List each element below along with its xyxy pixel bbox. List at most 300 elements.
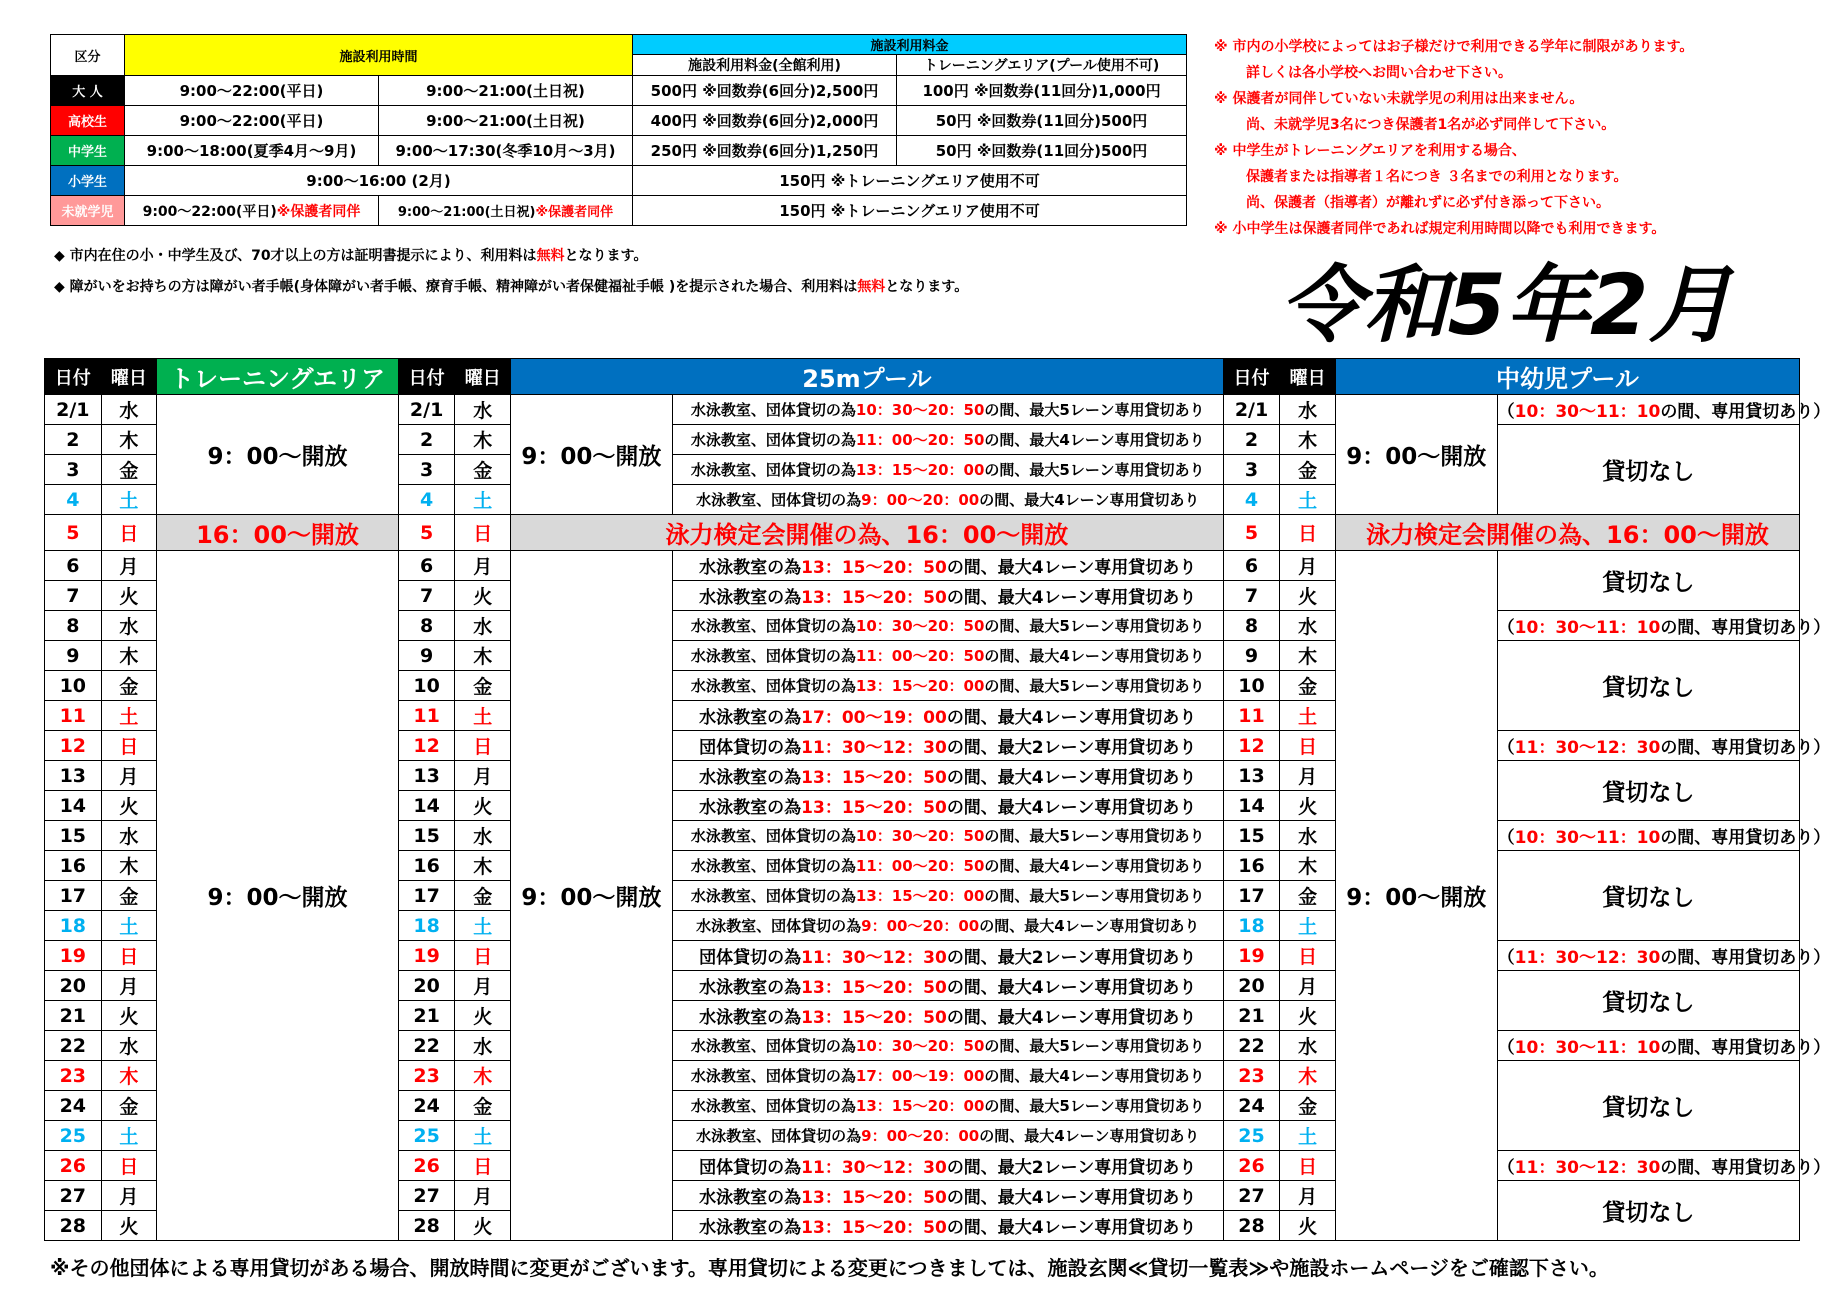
weekday-cell: 日 (455, 941, 511, 971)
fee-header: 施設利用料金 (633, 35, 1187, 55)
pool-reservation-prefix: 水泳教室、団体貸切の為 (696, 917, 862, 935)
date-cell: 23 (1223, 1061, 1280, 1091)
pool-reservation-suffix: の間、最大5レーン専用貸切あり (984, 1037, 1205, 1055)
pool-reservation-suffix: の間、最大4レーン専用貸切あり (984, 647, 1205, 665)
pool-reservation-prefix: 水泳教室、団体貸切の為 (690, 677, 856, 695)
weekday-cell: 水 (101, 1031, 157, 1061)
kids-reservation-pre: （ (1497, 402, 1515, 422)
weekday-cell: 月 (455, 1181, 511, 1211)
date-cell: 16 (45, 851, 102, 881)
weekday-cell: 土 (1280, 911, 1336, 941)
pool-reservation-suffix: の間、最大4レーン専用貸切あり (946, 768, 1197, 788)
weekday-cell: 日 (455, 1151, 511, 1181)
date-cell: 15 (398, 821, 455, 851)
weekday-cell: 水 (1280, 395, 1336, 425)
pool-reservation-time: 13：15～20：00 (855, 461, 985, 479)
weekday-cell: 木 (455, 851, 511, 881)
weekday-cell: 木 (1280, 425, 1336, 455)
date-cell: 12 (1223, 731, 1280, 761)
pool-reservation-suffix: の間、最大4レーン専用貸切あり (979, 1127, 1200, 1145)
date-cell: 10 (398, 671, 455, 701)
pool-reservation (672, 551, 1223, 581)
usage-note: ※ 中学生がトレーニングエリアを利用する場合、 (1214, 143, 1526, 159)
date-cell: 14 (398, 791, 455, 821)
kids-reservation-post: の間、専用貸切あり） (1660, 1038, 1831, 1058)
date-cell: 9 (1223, 641, 1280, 671)
weekday-cell: 木 (455, 641, 511, 671)
date-cell: 14 (1223, 791, 1280, 821)
date-cell: 8 (398, 611, 455, 641)
pool-open: 9：00～開放 (511, 551, 673, 1241)
date-cell: 24 (398, 1091, 455, 1121)
weekday-cell: 火 (1280, 791, 1336, 821)
weekday-cell: 金 (1280, 455, 1336, 485)
date-cell: 28 (398, 1211, 455, 1241)
kids-reservation-pre: （ (1497, 948, 1515, 968)
kids-reservation-red: 11：30～12：30 (1514, 948, 1661, 968)
pool-reservation-prefix: 団体貸切の為 (699, 738, 802, 758)
pool-reservation-suffix: の間、最大2レーン専用貸切あり (946, 948, 1197, 968)
pool-reservation-prefix: 水泳教室の為 (699, 978, 802, 998)
day-header: 曜日 (1280, 359, 1336, 395)
date-cell: 21 (45, 1001, 102, 1031)
day-header: 曜日 (101, 359, 157, 395)
weekday-cell: 金 (455, 881, 511, 911)
pool-reservation-time: 13：15～20：00 (855, 1097, 985, 1115)
pool-reservation-prefix: 水泳教室、団体貸切の為 (690, 857, 856, 875)
weekday-cell: 水 (101, 611, 157, 641)
pool-reservation (672, 881, 1223, 911)
weekday-cell: 月 (1280, 551, 1336, 581)
pool-reservation-prefix: 水泳教室、団体貸切の為 (690, 647, 856, 665)
kids-reservation (1497, 1151, 1831, 1181)
pool-reservation-prefix: 水泳教室の為 (699, 798, 802, 818)
date-cell: 18 (398, 911, 455, 941)
pool-reservation-suffix: の間、最大2レーン専用貸切あり (946, 1158, 1197, 1178)
date-cell: 17 (45, 881, 102, 911)
full-fee: 250円 ※回数券(6回分)1,250円 (633, 136, 897, 166)
kids-no-reservation: 貸切なし (1497, 641, 1799, 731)
pool-reservation-suffix: の間、最大4レーン専用貸切あり (946, 798, 1197, 818)
date-cell: 25 (45, 1121, 102, 1151)
pool-reservation-suffix: の間、最大5レーン専用貸切あり (984, 887, 1205, 905)
kids-pool-header: 中幼児プール (1335, 359, 1799, 395)
date-cell: 6 (398, 551, 455, 581)
date-cell: 18 (1223, 911, 1280, 941)
kids-reservation (1497, 821, 1831, 851)
kids-reservation-red: 10：30～11：10 (1514, 618, 1661, 638)
pool-reservation-time: 13：15～20：50 (801, 768, 947, 788)
pool-reservation-suffix: の間、最大5レーン専用貸切あり (984, 461, 1205, 479)
weekend-hours: 9:00～21:00(土日祝) (379, 106, 633, 136)
weekday-cell: 水 (1280, 611, 1336, 641)
day-header: 曜日 (455, 359, 511, 395)
weekday-cell: 月 (101, 1181, 157, 1211)
pool-reservation-suffix: の間、最大4レーン専用貸切あり (984, 857, 1205, 875)
date-cell: 19 (1223, 941, 1280, 971)
kids-reservation-red: 11：30～12：30 (1514, 1158, 1661, 1178)
kids-reservation (1497, 611, 1831, 641)
pool-reservation (672, 701, 1223, 731)
pool-reservation-time: 11：00～20：50 (855, 647, 985, 665)
pool-reservation-suffix: の間、最大4レーン専用貸切あり (984, 1067, 1205, 1085)
kids-open: 9：00～開放 (1335, 395, 1497, 515)
weekday-cell: 月 (101, 551, 157, 581)
fee-notes (54, 244, 968, 303)
pool-reservation-time: 11：30～12：30 (801, 738, 947, 758)
fee-row-middle (51, 136, 1187, 166)
date-cell: 22 (45, 1031, 102, 1061)
weekday-cell: 火 (455, 1211, 511, 1241)
weekend-hours: 9:00～17:30(冬季10月～3月) (379, 136, 633, 166)
pool-reservation-time: 13：15～20：00 (855, 887, 985, 905)
pool-reservation (672, 851, 1223, 881)
weekday-cell: 月 (1280, 761, 1336, 791)
fee-row-adult (51, 76, 1187, 106)
pool-reservation-prefix: 水泳教室、団体貸切の為 (690, 1037, 856, 1055)
date-cell: 7 (398, 581, 455, 611)
date-cell: 21 (1223, 1001, 1280, 1031)
date-cell: 7 (1223, 581, 1280, 611)
date-cell: 5 (398, 515, 455, 551)
preschool-fee: 150円 ※トレーニングエリア使用不可 (633, 196, 1187, 226)
kids-event: 泳力検定会開催の為、16：00～開放 (1335, 515, 1799, 551)
weekday-cell: 火 (455, 581, 511, 611)
pool-reservation-prefix: 水泳教室、団体貸切の為 (690, 401, 856, 419)
pool-reservation-time: 13：15～20：50 (801, 1188, 947, 1208)
pool-reservation-prefix: 水泳教室、団体貸切の為 (696, 491, 862, 509)
date-cell: 23 (45, 1061, 102, 1091)
fee-row-high (51, 106, 1187, 136)
weekday-cell: 日 (101, 515, 157, 551)
weekday-cell: 月 (1280, 971, 1336, 1001)
pool-reservation-prefix: 水泳教室の為 (699, 1218, 802, 1238)
date-header: 日付 (45, 359, 102, 395)
weekday-cell: 火 (101, 791, 157, 821)
weekday-cell: 月 (101, 761, 157, 791)
weekday-cell: 土 (101, 485, 157, 515)
date-cell: 11 (45, 701, 102, 731)
pool-reservation-time: 13：15～20：50 (801, 1218, 947, 1238)
pool-reservation-time: 10：30～20：50 (855, 401, 985, 419)
bottom-note: ※その他団体による専用貸切がある場合、開放時間に変更がございます。専用貸切による変更につきましては、施設玄関≪貸切一覧表≫や施設ホームページをご確認下さい。 (50, 1256, 1609, 1280)
date-cell: 4 (45, 485, 102, 515)
weekday-cell: 金 (455, 455, 511, 485)
date-cell: 13 (398, 761, 455, 791)
pool-reservation-time: 13：15～20：50 (801, 1008, 947, 1028)
weekday-cell: 月 (455, 971, 511, 1001)
date-cell: 26 (1223, 1151, 1280, 1181)
pool-reservation-prefix: 水泳教室、団体貸切の為 (690, 431, 856, 449)
kids-no-reservation: 貸切なし (1497, 761, 1799, 821)
free-note-students: ◆ 市内在住の小・中学生及び、70才以上の方は証明書提示により、利用料は無料となります。 (54, 248, 648, 264)
weekday-cell: 木 (101, 851, 157, 881)
pool-reservation (672, 821, 1223, 851)
date-cell: 27 (45, 1181, 102, 1211)
usage-notes (1214, 34, 1693, 242)
date-cell: 20 (398, 971, 455, 1001)
date-cell: 9 (45, 641, 102, 671)
date-cell: 8 (45, 611, 102, 641)
pool-reservation-prefix: 団体貸切の為 (699, 948, 802, 968)
date-cell: 25 (398, 1121, 455, 1151)
date-cell: 3 (398, 455, 455, 485)
date-cell: 21 (398, 1001, 455, 1031)
usage-note: 詳しくは各小学校へお問い合わせ下さい。 (1246, 65, 1512, 81)
pool-reservation-suffix: の間、最大4レーン専用貸切あり (946, 1188, 1197, 1208)
weekday-cell: 木 (101, 1061, 157, 1091)
date-cell: 17 (1223, 881, 1280, 911)
weekday-cell: 土 (1280, 485, 1336, 515)
kids-reservation-post: の間、専用貸切あり） (1660, 828, 1831, 848)
weekday-cell: 土 (101, 701, 157, 731)
date-cell: 4 (1223, 485, 1280, 515)
date-cell: 4 (398, 485, 455, 515)
pool-event: 泳力検定会開催の為、16：00～開放 (511, 515, 1224, 551)
date-cell: 28 (1223, 1211, 1280, 1241)
month-title-text: 令和5年2月 (1279, 256, 1733, 354)
usage-note: 保護者または指導者１名につき ３名までの利用となります。 (1246, 169, 1628, 185)
pool-open: 9：00～開放 (511, 395, 673, 515)
date-cell: 26 (45, 1151, 102, 1181)
weekday-hours: 9:00～18:00(夏季4月～9月) (125, 136, 379, 166)
pool-reservation-time: 11：00～20：50 (855, 431, 985, 449)
weekday-cell: 土 (455, 911, 511, 941)
pool-reservation (672, 1151, 1223, 1181)
pool-reservation (672, 1091, 1223, 1121)
weekday-cell: 木 (101, 641, 157, 671)
pool-reservation (672, 455, 1223, 485)
date-cell: 28 (45, 1211, 102, 1241)
date-cell: 15 (45, 821, 102, 851)
pool-reservation-suffix: の間、最大4レーン専用貸切あり (979, 917, 1200, 935)
month-title (1279, 256, 1733, 354)
usage-note: ※ 市内の小学校によってはお子様だけで利用できる学年に制限があります。 (1214, 39, 1694, 55)
date-cell: 23 (398, 1061, 455, 1091)
pool-reservation-time: 11：30～12：30 (801, 948, 947, 968)
pool-reservation (672, 641, 1223, 671)
weekday-cell: 水 (455, 1031, 511, 1061)
calendar-row (45, 395, 1800, 425)
weekday-cell: 金 (101, 881, 157, 911)
date-cell: 2 (45, 425, 102, 455)
pool-reservation (672, 611, 1223, 641)
pool-reservation (672, 791, 1223, 821)
pool-reservation-prefix: 水泳教室の為 (699, 1008, 802, 1028)
date-cell: 22 (398, 1031, 455, 1061)
training-fee: 50円 ※回数券(11回分)500円 (897, 136, 1187, 166)
weekday-cell: 水 (455, 395, 511, 425)
kids-reservation-post: の間、専用貸切あり） (1660, 948, 1831, 968)
weekday-hours: 9:00～22:00(平日) (125, 106, 379, 136)
date-cell: 13 (1223, 761, 1280, 791)
weekday-cell: 金 (101, 1091, 157, 1121)
pool-reservation (672, 581, 1223, 611)
pool-reservation (672, 1211, 1223, 1241)
weekday-cell: 日 (1280, 515, 1336, 551)
pool-reservation (672, 485, 1223, 515)
pool-reservation-prefix: 水泳教室、団体貸切の為 (690, 827, 856, 845)
date-cell: 5 (1223, 515, 1280, 551)
pool-reservation-time: 11：00～20：50 (855, 857, 985, 875)
date-header: 日付 (398, 359, 455, 395)
pool-reservation-suffix: の間、最大4レーン専用貸切あり (946, 588, 1197, 608)
date-cell: 15 (1223, 821, 1280, 851)
category-adult: 大 人 (51, 76, 125, 106)
date-cell: 14 (45, 791, 102, 821)
calendar-row (45, 551, 1800, 581)
pool-reservation-time: 11：30～12：30 (801, 1158, 947, 1178)
date-cell: 22 (1223, 1031, 1280, 1061)
weekday-cell: 木 (455, 425, 511, 455)
kids-reservation-post: の間、専用貸切あり） (1660, 618, 1831, 638)
kids-reservation-pre: （ (1497, 738, 1515, 758)
calendar-table (44, 358, 1831, 1241)
weekday-cell: 火 (455, 791, 511, 821)
date-header: 日付 (1223, 359, 1280, 395)
pool-reservation (672, 1121, 1223, 1151)
training-fee: 100円 ※回数券(11回分)1,000円 (897, 76, 1187, 106)
weekday-cell: 木 (1280, 1061, 1336, 1091)
weekday-cell: 日 (101, 941, 157, 971)
pool-reservation-prefix: 水泳教室、団体貸切の為 (690, 617, 856, 635)
preschool-weekday-hours: 9:00～22:00(平日)※保護者同伴 (125, 196, 379, 226)
weekday-cell: 土 (455, 485, 511, 515)
pool-25m-header: 25mプール (511, 359, 1224, 395)
kids-no-reservation: 貸切なし (1497, 1181, 1799, 1241)
date-cell: 24 (45, 1091, 102, 1121)
pool-reservation-time: 13：15～20：50 (801, 978, 947, 998)
hours-header: 施設利用時間 (125, 35, 633, 76)
calendar-row (45, 515, 1800, 551)
date-cell: 16 (398, 851, 455, 881)
fee-row-preschool (51, 196, 1187, 226)
pool-reservation-time: 17：00～19：00 (801, 708, 947, 728)
pool-reservation-suffix: の間、最大4レーン専用貸切あり (979, 491, 1200, 509)
weekday-cell: 水 (455, 611, 511, 641)
weekday-hours: 9:00～22:00(平日) (125, 76, 379, 106)
weekday-cell: 金 (1280, 671, 1336, 701)
kids-reservation-red: 11：30～12：30 (1514, 738, 1661, 758)
pool-reservation (672, 911, 1223, 941)
pool-reservation (672, 941, 1223, 971)
pool-reservation (672, 731, 1223, 761)
kids-reservation-pre: （ (1497, 1038, 1515, 1058)
date-cell: 12 (45, 731, 102, 761)
date-cell: 3 (1223, 455, 1280, 485)
training-area-header: トレーニングエリア (157, 359, 399, 395)
pool-reservation-prefix: 水泳教室の為 (699, 768, 802, 788)
pool-reservation-time: 13：15～20：50 (801, 798, 947, 818)
weekday-cell: 月 (455, 551, 511, 581)
weekday-cell: 火 (1280, 581, 1336, 611)
pool-reservation (672, 671, 1223, 701)
date-cell: 19 (398, 941, 455, 971)
kids-reservation (1497, 941, 1831, 971)
pool-reservation-time: 10：30～20：50 (855, 827, 985, 845)
pool-reservation-time: 9：00～20：00 (861, 917, 980, 935)
weekday-cell: 日 (101, 731, 157, 761)
weekday-cell: 木 (101, 425, 157, 455)
weekend-hours: 9:00～21:00(土日祝) (379, 76, 633, 106)
pool-reservation (672, 395, 1223, 425)
pool-reservation (672, 1181, 1223, 1211)
date-cell: 7 (45, 581, 102, 611)
pool-reservation (672, 971, 1223, 1001)
training-fee: 50円 ※回数券(11回分)500円 (897, 106, 1187, 136)
weekday-cell: 土 (101, 911, 157, 941)
usage-note: 尚、未就学児3名につき保護者1名が必ず同伴して下さい。 (1246, 117, 1616, 133)
kids-reservation-pre: （ (1497, 618, 1515, 638)
pool-reservation (672, 1061, 1223, 1091)
kids-reservation-post: の間、専用貸切あり） (1660, 738, 1831, 758)
weekday-cell: 水 (455, 821, 511, 851)
pool-reservation (672, 1031, 1223, 1061)
training-fee-header: トレーニングエリア(プール使用不可) (897, 55, 1187, 76)
usage-note: 尚、保護者（指導者）が離れずに必ず付き添って下さい。 (1246, 195, 1610, 211)
full-fee: 400円 ※回数券(6回分)2,000円 (633, 106, 897, 136)
kids-no-reservation: 貸切なし (1497, 851, 1799, 941)
pool-reservation-prefix: 水泳教室、団体貸切の為 (690, 1067, 856, 1085)
weekday-cell: 火 (1280, 1211, 1336, 1241)
pool-reservation-time: 9：00～20：00 (861, 491, 980, 509)
pool-reservation-prefix: 水泳教室、団体貸切の為 (690, 887, 856, 905)
weekday-cell: 土 (101, 1121, 157, 1151)
kids-no-reservation: 貸切なし (1497, 971, 1799, 1031)
pool-reservation-suffix: の間、最大5レーン専用貸切あり (984, 617, 1205, 635)
elementary-fee: 150円 ※トレーニングエリア使用不可 (633, 166, 1187, 196)
weekday-cell: 日 (455, 515, 511, 551)
weekday-cell: 火 (1280, 1001, 1336, 1031)
pool-reservation (672, 1001, 1223, 1031)
weekday-cell: 日 (1280, 1151, 1336, 1181)
weekday-cell: 土 (455, 701, 511, 731)
pool-reservation-suffix: の間、最大4レーン専用貸切あり (946, 558, 1197, 578)
pool-reservation (672, 761, 1223, 791)
date-cell: 2/1 (398, 395, 455, 425)
weekday-cell: 水 (101, 395, 157, 425)
pool-reservation-time: 17：00～19：00 (855, 1067, 985, 1085)
kids-reservation-post: の間、専用貸切あり） (1660, 402, 1831, 422)
weekday-cell: 水 (1280, 1031, 1336, 1061)
date-cell: 2/1 (45, 395, 102, 425)
weekday-cell: 火 (101, 581, 157, 611)
kids-reservation-red: 10：30～11：10 (1514, 402, 1661, 422)
pool-reservation-suffix: の間、最大5レーン専用貸切あり (984, 1097, 1205, 1115)
weekday-cell: 日 (101, 1151, 157, 1181)
weekday-cell: 日 (1280, 731, 1336, 761)
kids-reservation-pre: （ (1497, 828, 1515, 848)
weekday-cell: 水 (101, 821, 157, 851)
pool-reservation-prefix: 水泳教室の為 (699, 558, 802, 578)
pool-reservation-prefix: 水泳教室、団体貸切の為 (690, 461, 856, 479)
weekday-cell: 木 (1280, 851, 1336, 881)
weekday-cell: 月 (455, 761, 511, 791)
weekday-cell: 月 (101, 971, 157, 1001)
weekday-cell: 土 (455, 1121, 511, 1151)
category-preschool: 未就学児 (51, 196, 125, 226)
weekday-cell: 火 (455, 1001, 511, 1031)
weekday-cell: 月 (1280, 1181, 1336, 1211)
weekday-cell: 金 (101, 671, 157, 701)
kids-reservation (1497, 395, 1831, 425)
pool-reservation-prefix: 団体貸切の為 (699, 1158, 802, 1178)
kids-no-reservation: 貸切なし (1497, 425, 1799, 515)
pool-reservation-time: 9：00～20：00 (861, 1127, 980, 1145)
category-high-school: 高校生 (51, 106, 125, 136)
pool-reservation-suffix: の間、最大4レーン専用貸切あり (946, 978, 1197, 998)
date-cell: 9 (398, 641, 455, 671)
